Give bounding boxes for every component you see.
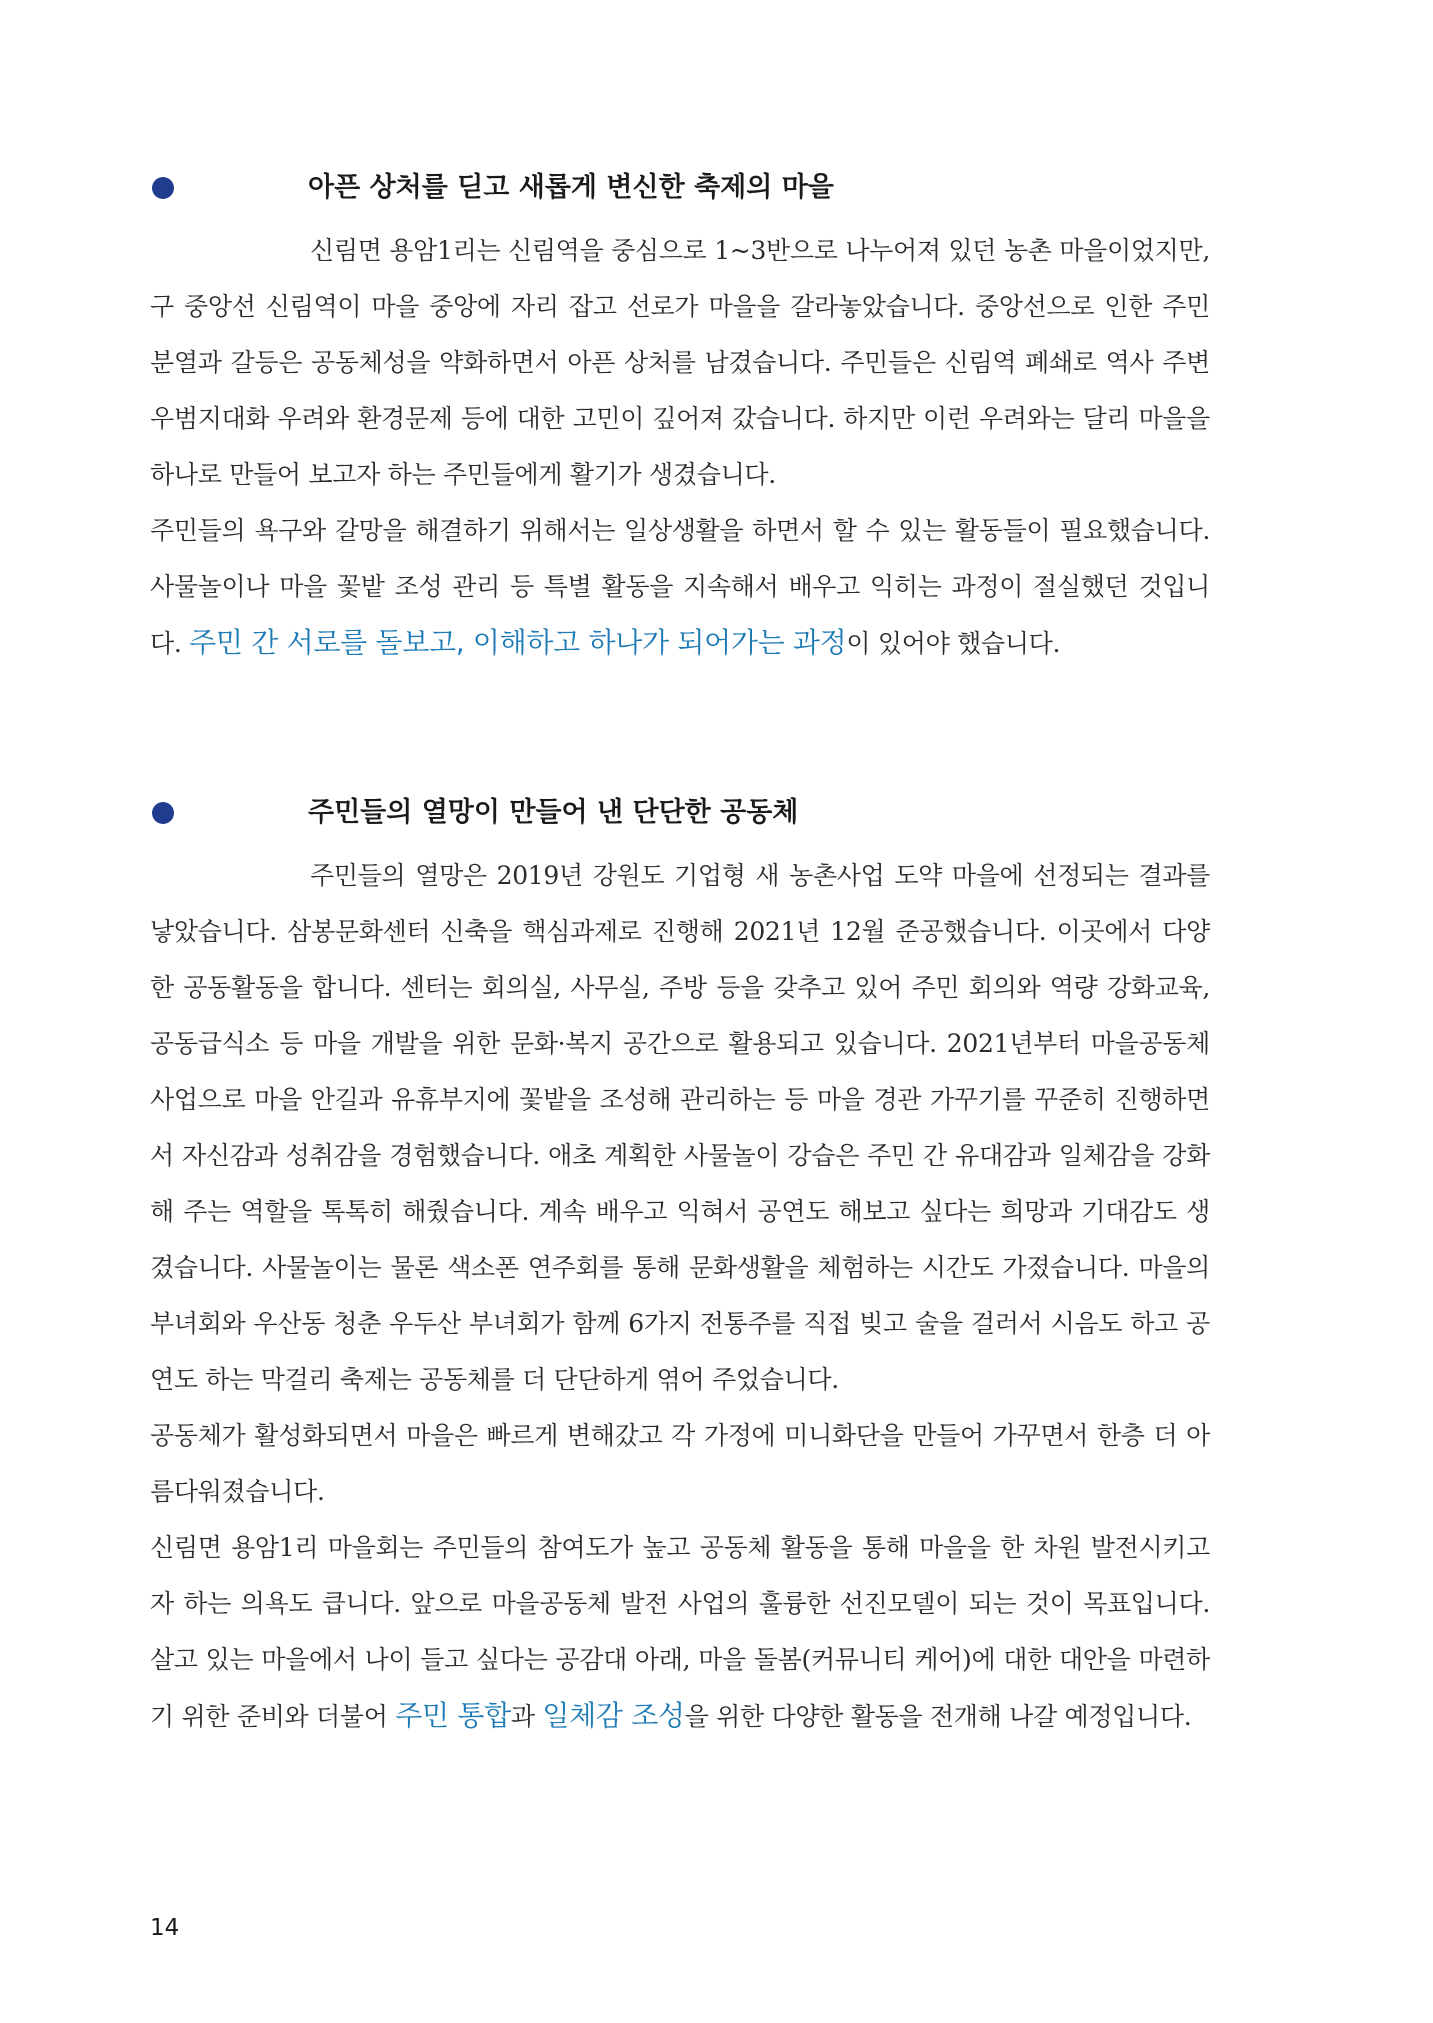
- paragraph: [150, 503, 1210, 672]
- paragraph-text: 이 있어야 했습니다.: [846, 629, 1061, 658]
- heading-text: 아픈 상처를 딛고 새롭게 변신한 축제의 마을: [308, 172, 834, 203]
- heading-text: 주민들의 열망이 만들어 낸 단단한 공동체: [308, 797, 799, 828]
- paragraph-text: 신림면 용암1리 마을회는 주민들의 참여도가 높고 공동체 활동을 통해 마을을 한 차원 발전시키고자 하는 의욕도 큽니다. 앞으로 마을공동체 발전 사업의 훌륭한 선진모델이 되는 것이 목표입니다. 살고 있는 마을에서 나이 들고 싶다는 공감대 아래, 마을 돌봄(커뮤니티 케어)에 대한 대안을 마련하기 위한 준비와 더불어: [150, 1533, 1210, 1731]
- paragraph-text: 주민들의 욕구와 갈망을 해결하기 위해서는 일상생활을 하면서 할 수 있는 활동들이 필요했습니다. 사물놀이나 마을 꽃밭 조성 관리 등 특별 활동을 지속해서 배우고 익히는 과정이 절실했던 것입니다.: [150, 516, 1210, 658]
- paragraph: [150, 1520, 1210, 1745]
- highlight-text: 주민 간 서로를 돌보고, 이해하고 하나가 되어가는 과정: [189, 626, 847, 659]
- paragraph: 신림면 용암1리는 신림역을 중심으로 1~3반으로 나누어져 있던 농촌 마을이었지만, 구 중앙선 신림역이 마을 중앙에 자리 잡고 선로가 마을을 갈라놓았습니다. 중앙선으로 인한 주민 분열과 갈등은 공동체성을 약화하면서 아픈 상처를 남겼습니다. 주민들은 신림역 폐쇄로 역사 주변 우범지대화 우려와 환경문제 등에 대한 고민이 깊어져 갔습니다. 하지만 이런 우려와는 달리 마을을 하나로 만들어 보고자 하는 주민들에게 활기가 생겼습니다.: [150, 236, 1210, 489]
- paragraph: 주민들의 열망은 2019년 강원도 기업형 새 농촌사업 도약 마을에 선정되는 결과를 낳았습니다. 삼봉문화센터 신축을 핵심과제로 진행해 2021년 12월 준공했습니다. 이곳에서 다양한 공동활동을 합니다. 센터는 회의실, 사무실, 주방 등을 갖추고 있어 주민 회의와 역량 강화교육, 공동급식소 등 마을 개발을 위한 문화·복지 공간으로 활용되고 있습니다. 2021년부터 마을공동체 사업으로 마을 안길과 유휴부지에 꽃밭을 조성해 관리하는 등 마을 경관 가꾸기를 꾸준히 진행하면서 자신감과 성취감을 경험했습니다. 애초 계획한 사물놀이 강습은 주민 간 유대감과 일체감을 강화해 주는 역할을 톡톡히 해줬습니다. 계속 배우고 익혀서 공연도 해보고 싶다는 희망과 기대감도 생겼습니다. 사물놀이는 물론 색소폰 연주회를 통해 문화생활을 체험하는 시간도 가졌습니다. 마을의 부녀회와 우산동 청춘 우두산 부녀회가 함께 6가지 전통주를 직접 빚고 술을 걸러서 시음도 하고 공연도 하는 막걸리 축제는 공동체를 더 단단하게 엮어 주었습니다.: [150, 861, 1210, 1394]
- section-heading: [150, 790, 1210, 836]
- section-body: [150, 848, 1210, 1745]
- bullet-dot-icon: [152, 802, 174, 824]
- section-solid-community: [150, 790, 1210, 1745]
- paragraph: 공동체가 활성화되면서 마을은 빠르게 변해갔고 각 가정에 미니화단을 만들어 가꾸면서 한층 더 아름다워졌습니다.: [150, 1421, 1210, 1506]
- highlight-text: 일체감 조성: [542, 1699, 685, 1732]
- paragraph-text: 과: [510, 1702, 543, 1731]
- paragraph-text: 을 위한 다양한 활동을 전개해 나갈 예정입니다.: [684, 1702, 1192, 1731]
- page-number: 14: [150, 1915, 180, 1941]
- section-festival-village: [150, 165, 1210, 672]
- section-body: [150, 223, 1210, 672]
- section-heading: [150, 165, 1210, 211]
- bullet-dot-icon: [152, 177, 174, 199]
- highlight-text: 주민 통합: [395, 1699, 511, 1732]
